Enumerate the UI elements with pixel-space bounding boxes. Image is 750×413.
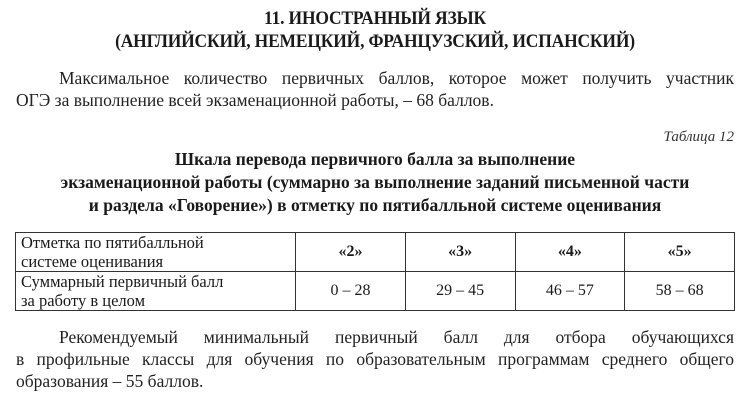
grade-cell-2: «2» bbox=[296, 233, 406, 272]
recommendation-line1: Рекомендуемый минимальный первичный балл для отбора обучающихся bbox=[59, 327, 734, 347]
grade-cell-3: «3» bbox=[405, 233, 515, 272]
grade-cell-5: «5» bbox=[625, 233, 735, 272]
section-heading-line1: 11. ИНОСТРАННЫЙ ЯЗЫК bbox=[264, 8, 486, 29]
row-header-grade bbox=[16, 233, 296, 272]
recommendation-line2: в профильные классы для обучения по образовательным программам среднего общего bbox=[16, 349, 734, 369]
row-header-line1: Отметка по пятибалльной bbox=[21, 233, 204, 252]
row-header-line1: Суммарный первичный балл bbox=[21, 272, 224, 291]
recommendation-line3: образования – 55 баллов. bbox=[16, 371, 204, 391]
intro-line1: Максимальное количество первичных баллов, которое может получить участник bbox=[59, 68, 734, 88]
row-header-line2: за работу в целом bbox=[21, 291, 146, 310]
score-range-cell: 46 – 57 bbox=[515, 272, 625, 311]
score-range-cell: 58 – 68 bbox=[625, 272, 735, 311]
row-header-line2: системе оценивания bbox=[21, 252, 164, 271]
table-row-scores bbox=[16, 272, 735, 311]
table-title-line3: и раздела «Говорение») в отметку по пятибалльной системе оценивания bbox=[88, 195, 662, 215]
table-title-line2: экзаменационной работы (суммарно за выполнение заданий письменной части bbox=[60, 172, 690, 192]
grade-conversion-table bbox=[15, 232, 735, 311]
section-heading-line2: (АНГЛИЙСКИЙ, НЕМЕЦКИЙ, ФРАНЦУЗСКИЙ, ИСПАНСКИЙ) bbox=[115, 31, 635, 52]
intro-line2: ОГЭ за выполнение всей экзаменационной работы, – 68 баллов. bbox=[16, 90, 494, 110]
score-range-cell: 29 – 45 bbox=[405, 272, 515, 311]
score-range-cell: 0 – 28 bbox=[296, 272, 406, 311]
intro-paragraph bbox=[16, 67, 734, 111]
recommendation-paragraph bbox=[16, 326, 734, 392]
row-header-score bbox=[16, 272, 296, 311]
grade-cell-4: «4» bbox=[515, 233, 625, 272]
table-title-line1: Шкала перевода первичного балла за выполнение bbox=[174, 149, 576, 169]
table-row-grades bbox=[16, 233, 735, 272]
table-caption: Таблица 12 bbox=[663, 129, 734, 145]
